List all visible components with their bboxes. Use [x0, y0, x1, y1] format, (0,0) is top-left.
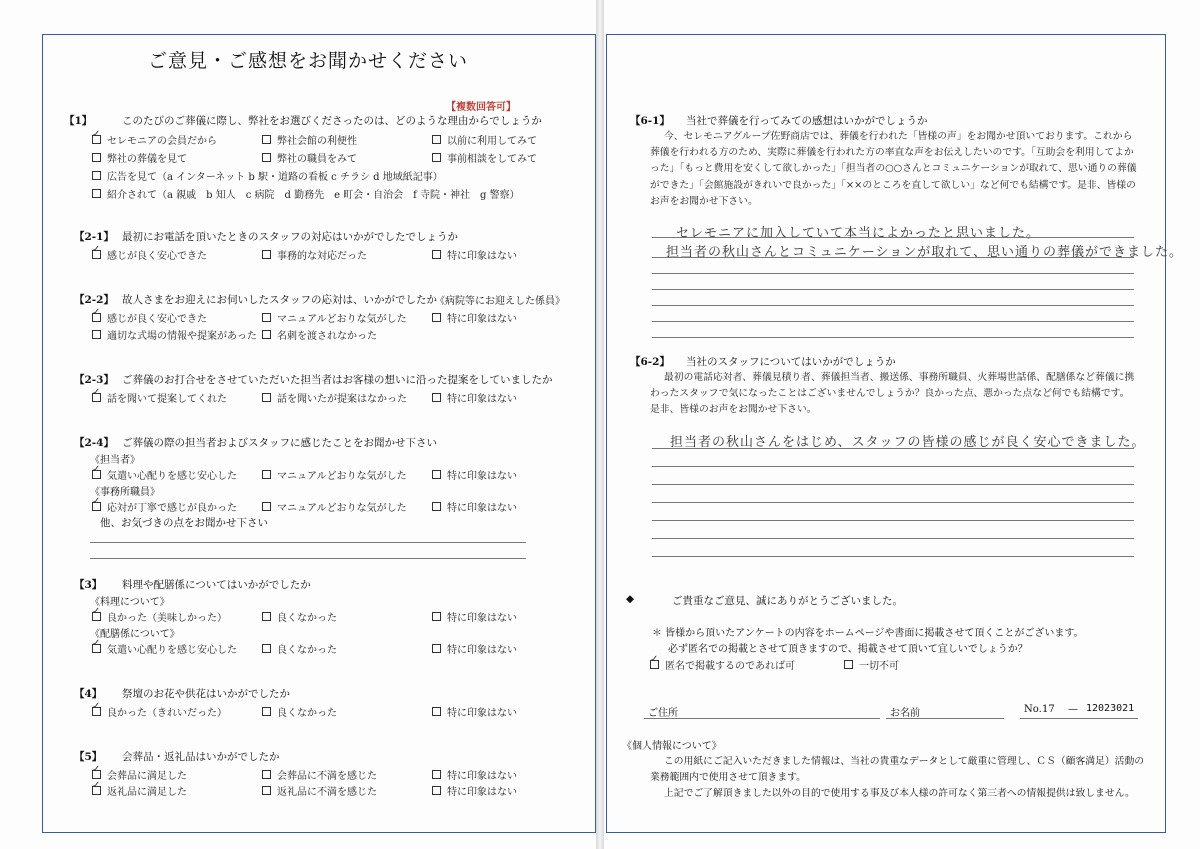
number-field: [1020, 718, 1138, 719]
privacy-line-1: この用紙にご記入いただきました情報は、当社の貴重なデータとして厳重に管理し、ＣＳ（顧客満足）活動の: [664, 756, 1145, 767]
checkbox[interactable]: [262, 393, 271, 402]
answer-line[interactable]: [652, 520, 1134, 521]
diamond-bullet-icon: ◆: [626, 593, 635, 605]
checkbox[interactable]: [262, 153, 271, 162]
right-page: [604, 0, 1200, 849]
q2-2-option-3[interactable]: 特に印象はない: [432, 310, 517, 325]
q1-option-7[interactable]: 広告を見て（a インターネット b 駅・道路の看板 c チラシ d 地域紙記事）: [92, 168, 443, 183]
q2-3-question: ご葬儀のお打合せをさせていただいた担当者はお客様の想いに沿った提案をしていましたか: [122, 374, 553, 386]
q5-option-1[interactable]: ✓ 会葬品に満足した: [92, 767, 187, 782]
serial-code: 12023021: [1086, 703, 1135, 714]
checkbox[interactable]: [432, 250, 441, 259]
q2-4-number: 【2-4】: [74, 437, 114, 449]
q2-1-option-2[interactable]: 事務的な対応だった: [262, 247, 367, 262]
address-label: ご住所: [648, 708, 678, 719]
checkbox[interactable]: [432, 153, 441, 162]
answer-line[interactable]: [652, 502, 1134, 503]
answer-line[interactable]: [652, 484, 1134, 485]
q2-4-staff-option-1[interactable]: ✓ 気遣い心配りを感じ安心した: [92, 467, 237, 482]
number-label: No.: [1024, 704, 1042, 715]
q2-2-option-4[interactable]: 適切な式場の情報や提案があった: [92, 327, 257, 342]
answer-line[interactable]: [652, 448, 1134, 449]
checkbox[interactable]: [262, 786, 271, 795]
answer-line[interactable]: [652, 556, 1134, 557]
q3-food-option-2[interactable]: 良くなかった: [262, 609, 337, 624]
q4-number: 【4】: [74, 688, 103, 700]
q1-option-1[interactable]: ✓ セレモニアの会員だから: [92, 132, 217, 147]
q4-option-2[interactable]: 良くなかった: [262, 704, 337, 719]
q2-1-number: 【2-1】: [74, 231, 114, 243]
answer-line[interactable]: [652, 273, 1134, 274]
publish-option-anonymous[interactable]: ✓ 匿名で掲載するのであれば可: [650, 657, 795, 672]
q1-option-4[interactable]: 弊社の葬儀を見て: [92, 150, 187, 165]
checkbox[interactable]: [844, 660, 853, 669]
publish-notice: ＊ 皆様から頂いたアンケートの内容をホームページや書面に掲載させて頂くことがございます。: [652, 628, 1084, 639]
q1-option-2[interactable]: 弊社会館の利便性: [262, 132, 357, 147]
privacy-line-3: 上記でご了解頂きました以外の目的で使用する事及び本人様の許可なく第三者への情報提供は致しません。: [664, 788, 1135, 799]
q3-question: 料理や配膳係についてはいかがでしたか: [122, 579, 311, 591]
checkbox[interactable]: [262, 313, 271, 322]
checkbox[interactable]: [432, 313, 441, 322]
answer-line[interactable]: [652, 237, 1134, 238]
page-fold: [596, 0, 604, 849]
q2-2-note: 《病院等にお迎えした係員》: [435, 296, 565, 307]
q5-option-2[interactable]: 会葬品に不満を感じた: [262, 767, 377, 782]
checkbox[interactable]: [432, 786, 441, 795]
checkbox[interactable]: [432, 135, 441, 144]
q2-2-number: 【2-2】: [74, 294, 114, 306]
checkbox[interactable]: [432, 707, 441, 716]
checkbox[interactable]: [262, 250, 271, 259]
q2-4-staff-option-3[interactable]: 特に印象はない: [432, 467, 517, 482]
q3-food-option-1[interactable]: ✓ 良かった（美味しかった）: [92, 609, 227, 624]
q6-1-question: 当社で葬儀を行ってみての感想はいかがでしょうか: [686, 115, 928, 127]
checkbox-checked[interactable]: [92, 250, 101, 259]
q2-1-option-3[interactable]: 特に印象はない: [432, 247, 517, 262]
q2-3-option-2[interactable]: 話を聞いたが提案はなかった: [262, 390, 407, 405]
q5-option-4[interactable]: ✓ 返礼品に満足した: [92, 783, 187, 798]
q2-4-office-option-2[interactable]: マニュアルどおりな気がした: [262, 499, 407, 514]
checkbox[interactable]: [432, 644, 441, 653]
q6-2-question: 当社のスタッフについてはいかがでしょうか: [686, 356, 896, 368]
q2-2-option-5[interactable]: 名刺を渡されなかった: [262, 327, 377, 342]
q3-server-option-3[interactable]: 特に印象はない: [432, 641, 517, 656]
q5-number: 【5】: [74, 751, 103, 763]
checkbox-checked[interactable]: [92, 770, 101, 779]
q6-1-number: 【6-1】: [630, 115, 670, 127]
q2-3-number: 【2-3】: [74, 374, 114, 386]
checkbox[interactable]: [262, 330, 271, 339]
q6-2-handwritten-answer-1[interactable]: 担当者の秋山さんをはじめ、スタッフの皆様の感じが良く安心できました。: [670, 435, 1146, 450]
privacy-title: 《個人情報について》: [622, 741, 722, 752]
q6-1-handwritten-answer-1[interactable]: セレモニアに加入していて本当によかったと思いました。: [676, 226, 1041, 241]
checkbox[interactable]: [92, 189, 101, 198]
checkbox[interactable]: [432, 393, 441, 402]
q4-question: 祭壇のお花や供花はいかがでしたか: [122, 688, 290, 700]
q1-option-8[interactable]: 紹介されて（a 親戚 b 知人 c 病院 d 勤務先 e 町会・自治会 f 寺院・神社 g 警察）: [92, 186, 520, 201]
address-field[interactable]: [644, 718, 880, 719]
q1-option-6[interactable]: 事前相談をしてみて: [432, 150, 537, 165]
q2-1-option-1[interactable]: ✓ 感じが良く安心できた: [92, 247, 207, 262]
answer-line[interactable]: [652, 257, 1134, 258]
page-title: ご意見・ご感想をお聞かせください: [148, 50, 469, 72]
checkbox[interactable]: [262, 770, 271, 779]
checkbox-checked[interactable]: [92, 786, 101, 795]
q4-option-3[interactable]: 特に印象はない: [432, 704, 517, 719]
checkbox[interactable]: [262, 502, 271, 511]
answer-line[interactable]: [652, 305, 1134, 306]
checkbox[interactable]: [262, 135, 271, 144]
q1-number: 【1】: [64, 115, 93, 127]
q5-option-5[interactable]: 返礼品に不満を感じた: [262, 783, 377, 798]
checkbox-checked[interactable]: [92, 502, 101, 511]
checkbox[interactable]: [92, 330, 101, 339]
q2-4-office-option-3[interactable]: 特に印象はない: [432, 499, 517, 514]
answer-line[interactable]: [652, 321, 1134, 322]
name-field[interactable]: [886, 718, 1004, 719]
checkbox[interactable]: [262, 470, 271, 479]
checkbox-checked[interactable]: [92, 470, 101, 479]
q3-server-option-2[interactable]: 良くなかった: [262, 641, 337, 656]
checkbox-checked[interactable]: [92, 707, 101, 716]
answer-line[interactable]: [652, 289, 1134, 290]
q6-2-number: 【6-2】: [630, 356, 670, 368]
checkbox-checked[interactable]: [92, 135, 101, 144]
checkbox-checked[interactable]: [92, 313, 101, 322]
checkbox[interactable]: [432, 770, 441, 779]
answer-line[interactable]: [90, 542, 526, 543]
q3-sub-server: 《配膳係について》: [90, 629, 180, 640]
q3-number: 【3】: [74, 579, 103, 591]
q2-2-question: 故人さまをお迎えにお伺いしたスタッフの応対は、いかがでしたか: [122, 294, 437, 306]
q2-4-question: ご葬儀の際の担当者およびスタッフに感じたことをお聞かせ下さい: [122, 437, 437, 449]
checkbox[interactable]: [432, 470, 441, 479]
answer-line[interactable]: [90, 558, 526, 559]
q1-option-3[interactable]: 以前に利用してみて: [432, 132, 537, 147]
q1-option-5[interactable]: 弊社の職員をみて: [262, 150, 357, 165]
answer-line[interactable]: [652, 337, 1134, 338]
name-label: お名前: [890, 708, 920, 719]
q2-4-sub-office: 《事務所職員》: [90, 487, 160, 498]
checkbox-checked[interactable]: [92, 393, 101, 402]
checkbox[interactable]: [432, 612, 441, 621]
checkbox-checked[interactable]: [92, 612, 101, 621]
q5-option-3[interactable]: 特に印象はない: [432, 767, 517, 782]
q2-3-option-3[interactable]: 特に印象はない: [432, 390, 517, 405]
number-value: 17: [1042, 704, 1055, 715]
q3-food-option-3[interactable]: 特に印象はない: [432, 609, 517, 624]
q6-1-handwritten-answer-2[interactable]: 担当者の秋山さんとコミュニケーションが取れて、思い通りの葬儀ができました。: [666, 245, 1183, 260]
q5-question: 会葬品・返礼品はいかがでしたか: [122, 751, 280, 763]
q2-4-sub-staff: 《担当者》: [90, 455, 140, 466]
publish-question: 必ず匿名での掲載とさせて頂きますので、掲載させて頂いて宜しいでしょうか？: [668, 644, 1028, 655]
checkbox-checked[interactable]: [650, 660, 659, 669]
checkbox[interactable]: [262, 612, 271, 621]
number-dash: —: [1068, 704, 1078, 715]
q2-4-other-prompt: 他、お気づきの点をお聞かせ下さい: [100, 517, 268, 529]
q1-question: このたびのご葬儀に際し、弊社をお選びくださったのは、どのような理由からでしょうか: [122, 115, 542, 127]
q2-4-office-option-1[interactable]: ✓ 応対が丁寧で感じが良かった: [92, 499, 237, 514]
q2-3-option-1[interactable]: ✓ 話を聞いて提案してくれた: [92, 390, 227, 405]
q4-option-1[interactable]: ✓ 良かった（きれいだった）: [92, 704, 227, 719]
q6-1-description: 今、セレモニアグループ佐野商店では、葬儀を行われた「皆様の声」をお聞かせ頂いております。これから葬儀を行われる方のため、実際に葬儀を行われた方の率直な声をお伝えしたいのです。「互助会を利用してよかった」「もっと費用を安くして欲しかった」「担当者の○○さんとコミュニケーションが取れて、思い通りの葬儀ができた」「会館施設がきれいで良かった」「××のところを直して欲しい」など何でも結構です。是非、皆様のお声をお聞かせ下さい。: [650, 131, 1137, 207]
checkbox[interactable]: [262, 707, 271, 716]
thanks-message: ご貴重なご意見、誠にありがとうございました。: [672, 595, 903, 607]
multi-answer-note: 【複数回答可】: [446, 102, 516, 113]
checkbox[interactable]: [92, 153, 101, 162]
checkbox[interactable]: [432, 502, 441, 511]
left-page: [0, 0, 596, 849]
q2-2-option-1[interactable]: ✓ 感じが良く安心できた: [92, 310, 207, 325]
q2-2-option-2[interactable]: マニュアルどおりな気がした: [262, 310, 407, 325]
privacy-line-2: 業務範囲内で使用させて頂きます。: [650, 772, 806, 783]
q5-option-6[interactable]: 特に印象はない: [432, 783, 517, 798]
answer-line[interactable]: [652, 466, 1134, 467]
q2-4-staff-option-2[interactable]: マニュアルどおりな気がした: [262, 467, 407, 482]
q6-2-description: 最初の電話応対者、葬儀見積り者、葬儀担当者、搬送係、事務所職員、火葬場世話係、配膳係など葬儀に携わったスタッフで気になったことはございませんでしょうか？良かった点、悪かった点など何でも結構です。是非、皆様のお声をお聞かせ下さい。: [650, 372, 1135, 416]
q2-1-question: 最初にお電話を頂いたときのスタッフの対応はいかがでしたでしょうか: [122, 231, 458, 243]
checkbox[interactable]: [92, 171, 101, 180]
q3-server-option-1[interactable]: ✓ 気遣い心配りを感じ安心した: [92, 641, 237, 656]
q3-sub-food: 《料理について》: [90, 597, 170, 608]
checkbox[interactable]: [262, 644, 271, 653]
publish-option-never[interactable]: 一切不可: [844, 657, 899, 672]
checkbox-checked[interactable]: [92, 644, 101, 653]
answer-line[interactable]: [652, 538, 1134, 539]
